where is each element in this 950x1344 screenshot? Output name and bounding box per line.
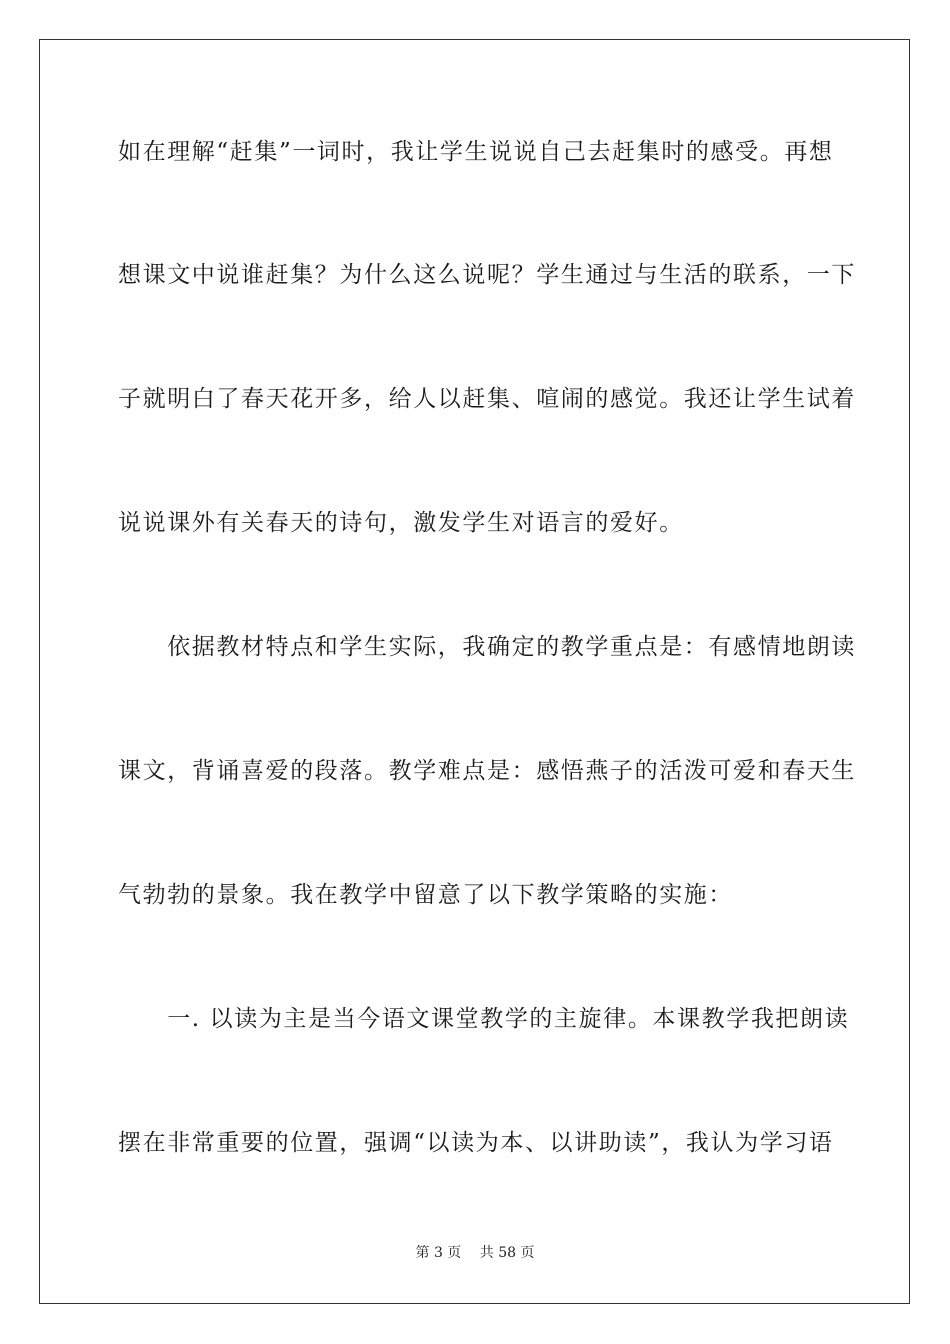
text-line: 气勃勃的景象。我在教学中留意了以下教学策略的实施： — [118, 882, 733, 908]
text-line: 摆在非常重要的位置，强调“以读为本、以讲助读”，我认为学习语 — [118, 1130, 834, 1156]
paragraph-first-line: 依据教材特点和学生实际，我确定的教学重点是：有感情地朗读 — [118, 634, 856, 660]
page-number-footer: 第 3 页 共 58 页 — [415, 1245, 535, 1261]
text-line: 如在理解“赶集”一词时，我让学生说说自己去赶集时的感受。再想 — [118, 139, 834, 165]
text-line: 想课文中说谁赶集？为什么这么说呢？学生通过与生活的联系，一下 — [118, 262, 856, 288]
text-line: 说说课外有关春天的诗句，激发学生对语言的爱好。 — [118, 510, 684, 536]
page-border — [39, 39, 910, 1304]
text-line: 子就明白了春天花开多，给人以赶集、喧闹的感觉。我还让学生试着 — [118, 386, 856, 412]
paragraph-first-line: 一. 以读为主是当今语文课堂教学的主旋律。本课教学我把朗读 — [118, 1006, 850, 1032]
text-line: 课文，背诵喜爱的段落。教学难点是：感悟燕子的活泼可爱和春天生 — [118, 758, 856, 784]
